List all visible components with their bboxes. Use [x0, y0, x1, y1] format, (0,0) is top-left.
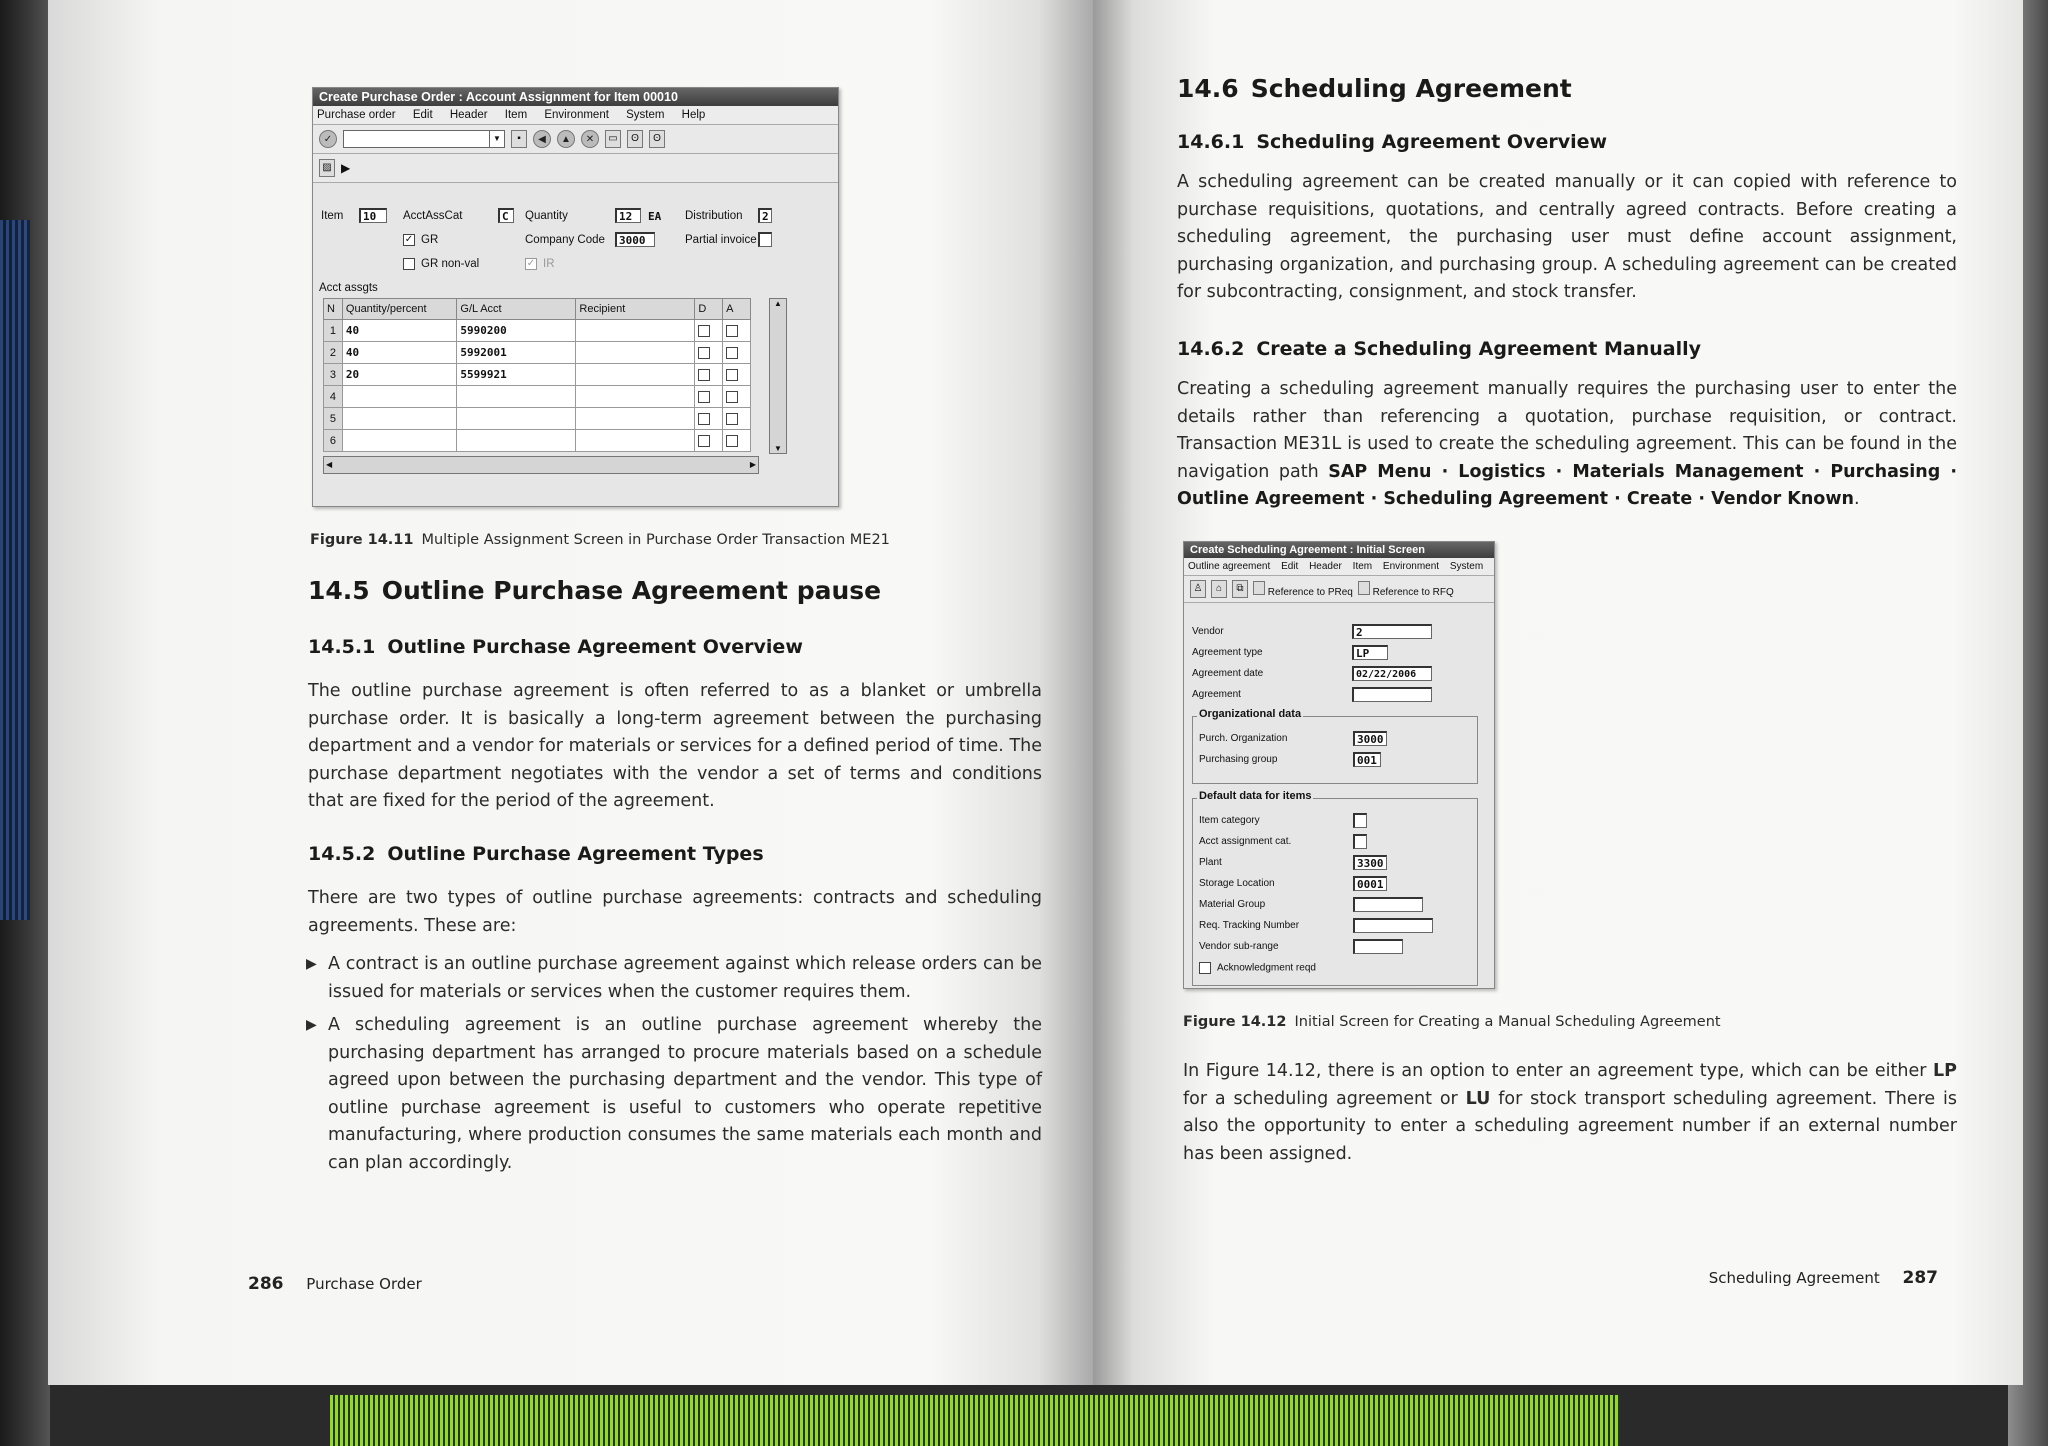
reference-rfq-label: Reference to RFQ	[1372, 586, 1454, 598]
menu-purchase-order[interactable]: Purchase order	[317, 109, 396, 121]
heading-text: Scheduling Agreement	[1250, 74, 1572, 103]
row-number: 1	[324, 320, 343, 342]
d-cell[interactable]	[695, 386, 723, 408]
menu-item[interactable]: Item	[1352, 561, 1373, 572]
left-page	[48, 0, 1093, 1385]
heading-text: Create a Scheduling Agreement Manually	[1256, 338, 1701, 360]
org-icon[interactable]: ⌂	[1211, 580, 1227, 598]
find-next-icon[interactable]: ʘ	[649, 130, 665, 148]
d-cell[interactable]	[695, 408, 723, 430]
menu-bar	[313, 106, 838, 125]
paragraph-14-6-2	[1177, 376, 1957, 514]
organizational-data-group	[1192, 708, 1478, 784]
quantity-cell[interactable]: 40	[342, 320, 457, 342]
vendor-subrange-label: Vendor sub-range	[1199, 941, 1279, 952]
back-icon[interactable]: ◀	[533, 130, 551, 148]
list-item-text: A contract is an outline purchase agreement against which release orders can be issued for materials or services when the customer requires them.	[328, 954, 1042, 1002]
d-cell[interactable]	[695, 342, 723, 364]
menu-header[interactable]: Header	[449, 109, 488, 121]
save-icon[interactable]: ▪	[511, 130, 527, 148]
paragraph-text: for stock transport scheduling agreement. There is also the opportunity to enter a scheduling agreement number if an external number has been assigned.	[1183, 1088, 1957, 1164]
window-title: Create Purchase Order : Account Assignment for Item 00010	[313, 88, 838, 106]
caption-text: Initial Screen for Creating a Manual Scheduling Agreement	[1294, 1014, 1721, 1030]
list-item	[306, 1012, 1042, 1177]
heading-text: Outline Purchase Agreement pause	[381, 576, 882, 605]
heading-14-6-1	[1177, 131, 1607, 153]
menu-edit[interactable]: Edit	[412, 109, 433, 121]
paragraph-end: .	[1853, 489, 1860, 509]
scan-artifact-stripes	[0, 220, 30, 920]
scroll-down-icon[interactable]: ▼	[774, 444, 782, 453]
acct-assgts-label: Acct assgts	[319, 282, 378, 294]
plant-field[interactable]: 3300	[1353, 855, 1387, 870]
quantity-field[interactable]: 12	[615, 208, 641, 223]
menu-header[interactable]: Header	[1309, 561, 1342, 572]
enter-icon[interactable]: ✓	[319, 130, 337, 148]
row-number: 5	[324, 408, 343, 430]
recipient-cell[interactable]	[576, 364, 695, 386]
code-lp: LP	[1933, 1061, 1957, 1081]
assignment-form	[313, 198, 838, 506]
menu-help[interactable]: Help	[681, 109, 706, 121]
running-title: Scheduling Agreement	[1708, 1269, 1880, 1287]
d-checkbox[interactable]	[698, 369, 710, 381]
col-header-a: A	[723, 299, 751, 320]
caption-number: Figure 14.11	[310, 532, 414, 548]
recipient-cell[interactable]	[576, 408, 695, 430]
purch-org-field[interactable]: 3000	[1353, 731, 1387, 746]
document-icon	[1253, 581, 1265, 595]
heading-text: Scheduling Agreement Overview	[1256, 131, 1608, 153]
vertical-scrollbar[interactable]	[769, 298, 787, 454]
paragraph-14-5-1: The outline purchase agreement is often referred to as a blanket or umbrella purchase order. It is basically a long-term agreement between the purchasing department and a vendor for materials or services for a defined period of time. The purchase department negotiates with the vendor a set of terms and conditions that are fixed for the period of the agreement.	[308, 681, 1042, 811]
agreement-date-field[interactable]: 02/22/2006	[1352, 666, 1432, 681]
heading-number: 14.5	[308, 576, 370, 605]
paragraph-figure-14-12	[1183, 1058, 1957, 1168]
partial-invoice-field[interactable]	[758, 232, 772, 247]
table-row[interactable]	[324, 408, 751, 430]
heading-text: Outline Purchase Agreement Overview	[387, 636, 803, 658]
ir-label: IR	[543, 258, 555, 271]
a-cell[interactable]	[723, 430, 751, 452]
window-title: Create Scheduling Agreement : Initial Screen	[1184, 542, 1494, 558]
storage-location-label: Storage Location	[1199, 878, 1275, 889]
a-cell[interactable]	[723, 320, 751, 342]
item-category-field[interactable]	[1353, 813, 1367, 828]
recipient-cell[interactable]	[576, 320, 695, 342]
page-number: 287	[1902, 1268, 1938, 1288]
vendor-field[interactable]: 2	[1352, 624, 1432, 639]
sap-po-account-assignment-window	[312, 87, 839, 507]
item-category-label: Item category	[1199, 815, 1260, 826]
item-field[interactable]: 10	[359, 208, 387, 223]
storage-location-field[interactable]: 0001	[1353, 876, 1387, 891]
d-cell[interactable]	[695, 320, 723, 342]
row-number: 2	[324, 342, 343, 364]
gl-acct-cell[interactable]	[457, 386, 576, 408]
command-field[interactable]	[343, 130, 505, 148]
menu-outline-agreement[interactable]: Outline agreement	[1188, 561, 1271, 572]
gl-acct-cell[interactable]: 5599921	[457, 364, 576, 386]
gl-acct-cell[interactable]	[457, 430, 576, 452]
figure-14-11-caption	[310, 532, 890, 548]
col-header-gl-acct: G/L Acct	[457, 299, 576, 320]
sap-scheduling-agreement-window	[1183, 541, 1495, 989]
d-cell[interactable]	[695, 364, 723, 386]
menu-item[interactable]: Item	[504, 109, 528, 121]
col-header-quantity: Quantity/percent	[342, 299, 457, 320]
recipient-cell[interactable]	[576, 430, 695, 452]
paragraph-text: In Figure 14.12, there is an option to enter an agreement type, which can be either	[1183, 1061, 1934, 1081]
d-checkbox[interactable]	[698, 325, 710, 337]
recipient-cell[interactable]	[576, 342, 695, 364]
a-cell[interactable]	[723, 408, 751, 430]
menu-edit[interactable]: Edit	[1281, 561, 1299, 572]
agreement-label: Agreement	[1192, 689, 1241, 700]
quantity-cell[interactable]	[342, 386, 457, 408]
d-checkbox[interactable]	[698, 347, 710, 359]
gr-nonval-label: GR non-val	[421, 258, 480, 271]
quantity-cell[interactable]: 40	[342, 342, 457, 364]
caption-number: Figure 14.12	[1183, 1014, 1287, 1030]
heading-number: 14.6.2	[1177, 338, 1245, 360]
vendor-subrange-field[interactable]	[1353, 939, 1403, 954]
figure-14-12-caption	[1183, 1014, 1721, 1030]
left-page-footer	[248, 1274, 422, 1294]
a-checkbox[interactable]	[726, 369, 738, 381]
ir-checkbox-row	[525, 258, 555, 270]
item-label: Item	[321, 210, 344, 222]
find-icon[interactable]: ʘ	[627, 130, 643, 148]
acknowledgment-row[interactable]	[1199, 962, 1316, 974]
material-group-label: Material Group	[1199, 899, 1266, 910]
heading-14-6	[1177, 74, 1572, 103]
col-header-n: N	[324, 299, 343, 320]
acctasscat-field[interactable]: C	[498, 208, 514, 223]
a-cell[interactable]	[723, 342, 751, 364]
acctasscat-label: AcctAssCat	[403, 210, 463, 222]
acknowledgment-label: Acknowledgment reqd	[1217, 962, 1316, 974]
recipient-cell[interactable]	[576, 386, 695, 408]
company-code-field[interactable]: 3000	[615, 232, 655, 247]
document-icon	[1358, 581, 1370, 595]
menu-environment[interactable]: Environment	[544, 109, 609, 121]
purch-group-field[interactable]: 001	[1353, 752, 1381, 767]
application-toolbar	[1184, 576, 1494, 603]
right-page-footer	[1709, 1268, 1938, 1288]
menu-environment[interactable]: Environment	[1382, 561, 1440, 572]
a-checkbox[interactable]	[726, 347, 738, 359]
account-assignment-table	[323, 298, 751, 452]
row-number: 6	[324, 430, 343, 452]
horizontal-scrollbar[interactable]	[323, 456, 759, 474]
application-toolbar	[313, 154, 838, 183]
group-title: Default data for items	[1199, 790, 1312, 802]
cancel-icon[interactable]: ✕	[581, 130, 599, 148]
agreement-date-label: Agreement date	[1192, 668, 1264, 679]
gr-nonval-checkbox-row[interactable]	[403, 258, 479, 270]
standard-toolbar	[313, 125, 838, 154]
quantity-unit: EA	[648, 210, 662, 223]
agreement-type-field[interactable]: LP	[1352, 645, 1388, 660]
paragraph-14-6-1: A scheduling agreement can be created manually or it can copied with reference to purchase requisitions, quotations, and centrally agreed contracts. Before creating a scheduling agreement, the purchasing user must define account assignment, purchasing organization, and purchasing group. A scheduling agreement can be created for subcontracting, consignment, and stock transfer.	[1177, 172, 1957, 302]
vendor-icon[interactable]: ♙	[1190, 580, 1206, 598]
reference-preq-label: Reference to PReq	[1267, 586, 1353, 598]
acct-assignment-label: Acct assignment cat.	[1199, 836, 1292, 847]
req-tracking-label: Req. Tracking Number	[1199, 920, 1300, 931]
table-row[interactable]	[324, 386, 751, 408]
right-page	[1093, 0, 2023, 1385]
d-checkbox[interactable]	[698, 435, 710, 447]
a-cell[interactable]	[723, 364, 751, 386]
a-cell[interactable]	[723, 386, 751, 408]
page-number: 286	[248, 1274, 284, 1294]
list-item-text: A scheduling agreement is an outline purchase agreement whereby the purchasing department has arranged to procure materials based on a schedule agreed upon between the purchasing department and the vendor. This type of outline purchase agreement is useful to customers who operate repetitive manufacturing, where production consumes the same materials each month and can plan accordingly.	[328, 1015, 1042, 1173]
req-tracking-field[interactable]	[1353, 918, 1433, 933]
col-header-recipient: Recipient	[576, 299, 695, 320]
quantity-cell[interactable]	[342, 430, 457, 452]
a-checkbox[interactable]	[726, 413, 738, 425]
heading-text: Outline Purchase Agreement Types	[387, 843, 764, 865]
menu-bar	[1184, 558, 1494, 576]
code-lu: LU	[1465, 1088, 1491, 1109]
agreement-type-label: Agreement type	[1192, 647, 1263, 658]
copy-icon[interactable]: ⧉	[1232, 580, 1248, 598]
caption-text: Multiple Assignment Screen in Purchase Order Transaction ME21	[421, 532, 890, 548]
ir-checkbox: ✓	[526, 258, 536, 269]
acknowledgment-checkbox[interactable]	[1199, 962, 1211, 974]
paragraph-14-5-2: There are two types of outline purchase agreements: contracts and scheduling agreements. These are:	[308, 888, 1042, 936]
row-number: 4	[324, 386, 343, 408]
gr-checkbox-row[interactable]	[403, 234, 438, 246]
running-title: Purchase Order	[306, 1275, 422, 1293]
table-row[interactable]	[324, 320, 751, 342]
gl-acct-cell[interactable]: 5992001	[457, 342, 576, 364]
gl-acct-cell[interactable]	[457, 408, 576, 430]
company-code-label: Company Code	[525, 234, 605, 246]
menu-system[interactable]: System	[1449, 561, 1484, 572]
bullet-arrow-icon: ▶	[306, 1017, 317, 1033]
exit-icon[interactable]: ▲	[557, 130, 575, 148]
purch-group-label: Purchasing group	[1199, 754, 1278, 765]
a-checkbox[interactable]	[726, 325, 738, 337]
distribution-label: Distribution	[685, 210, 743, 222]
heading-14-5	[308, 576, 881, 605]
heading-number: 14.6	[1177, 74, 1239, 103]
distribution-field[interactable]: 2	[758, 208, 772, 223]
paragraph-text: Creating a scheduling agreement manually requires the purchasing user to enter the details rather than referencing a quotation, purchase requisition, or contract. Transaction ME31L is used to create the scheduling agreement. This can be found in the navigation path	[1177, 379, 1957, 482]
quantity-cell[interactable]: 20	[342, 364, 457, 386]
menu-system[interactable]: System	[626, 109, 665, 121]
table-row[interactable]	[324, 430, 751, 452]
heading-14-6-2	[1177, 338, 1701, 360]
default-data-group	[1192, 790, 1478, 986]
initial-screen-form	[1184, 616, 1494, 988]
bullet-arrow-icon: ▶	[306, 956, 317, 972]
group-title: Organizational data	[1199, 708, 1302, 720]
reference-preq-button[interactable]	[1253, 581, 1353, 598]
material-group-field[interactable]	[1353, 897, 1423, 912]
heading-number: 14.5.2	[308, 843, 376, 865]
vendor-label: Vendor	[1192, 626, 1224, 637]
gr-checkbox[interactable]: ✓	[404, 234, 414, 245]
paragraph-text: for a scheduling agreement or	[1183, 1088, 1466, 1109]
list-item	[306, 951, 1042, 1006]
expand-arrow-icon[interactable]: ▶	[341, 161, 351, 175]
partial-invoice-label: Partial invoice	[685, 234, 757, 246]
scroll-left-icon[interactable]: ◀	[326, 460, 333, 469]
a-checkbox[interactable]	[726, 435, 738, 447]
gl-acct-cell[interactable]: 5990200	[457, 320, 576, 342]
heading-number: 14.6.1	[1177, 131, 1245, 153]
scroll-right-icon[interactable]: ▶	[749, 460, 756, 469]
table-row[interactable]	[324, 342, 751, 364]
acct-assignment-field[interactable]	[1353, 834, 1367, 849]
a-checkbox[interactable]	[726, 391, 738, 403]
table-row[interactable]	[324, 364, 751, 386]
plant-label: Plant	[1199, 857, 1222, 868]
print-icon[interactable]: ▭	[605, 130, 621, 148]
heading-number: 14.5.1	[308, 636, 376, 658]
quantity-label: Quantity	[525, 210, 568, 222]
d-cell[interactable]	[695, 430, 723, 452]
chart-icon[interactable]: ▨	[319, 159, 335, 177]
scroll-up-icon[interactable]: ▲	[774, 299, 782, 308]
heading-14-5-2	[308, 843, 764, 865]
purch-org-label: Purch. Organization	[1199, 733, 1288, 744]
d-checkbox[interactable]	[698, 413, 710, 425]
row-number: 3	[324, 364, 343, 386]
d-checkbox[interactable]	[698, 391, 710, 403]
col-header-d: D	[695, 299, 723, 320]
quantity-cell[interactable]	[342, 408, 457, 430]
chevron-down-icon[interactable]: ▼	[489, 131, 504, 147]
scan-artifact-bottom	[330, 1395, 1620, 1446]
gr-label: GR	[421, 234, 439, 247]
heading-14-5-1	[308, 636, 803, 658]
gr-nonval-checkbox[interactable]	[403, 258, 415, 270]
agreement-field[interactable]	[1352, 687, 1432, 702]
navigation-path: SAP Menu · Logistics · Materials Management · Purchasing · Outline Agreement · Scheduling Agreement · Create · Vendor Known	[1177, 461, 1957, 509]
reference-rfq-button[interactable]	[1358, 581, 1454, 598]
bullet-list	[306, 951, 1042, 1183]
